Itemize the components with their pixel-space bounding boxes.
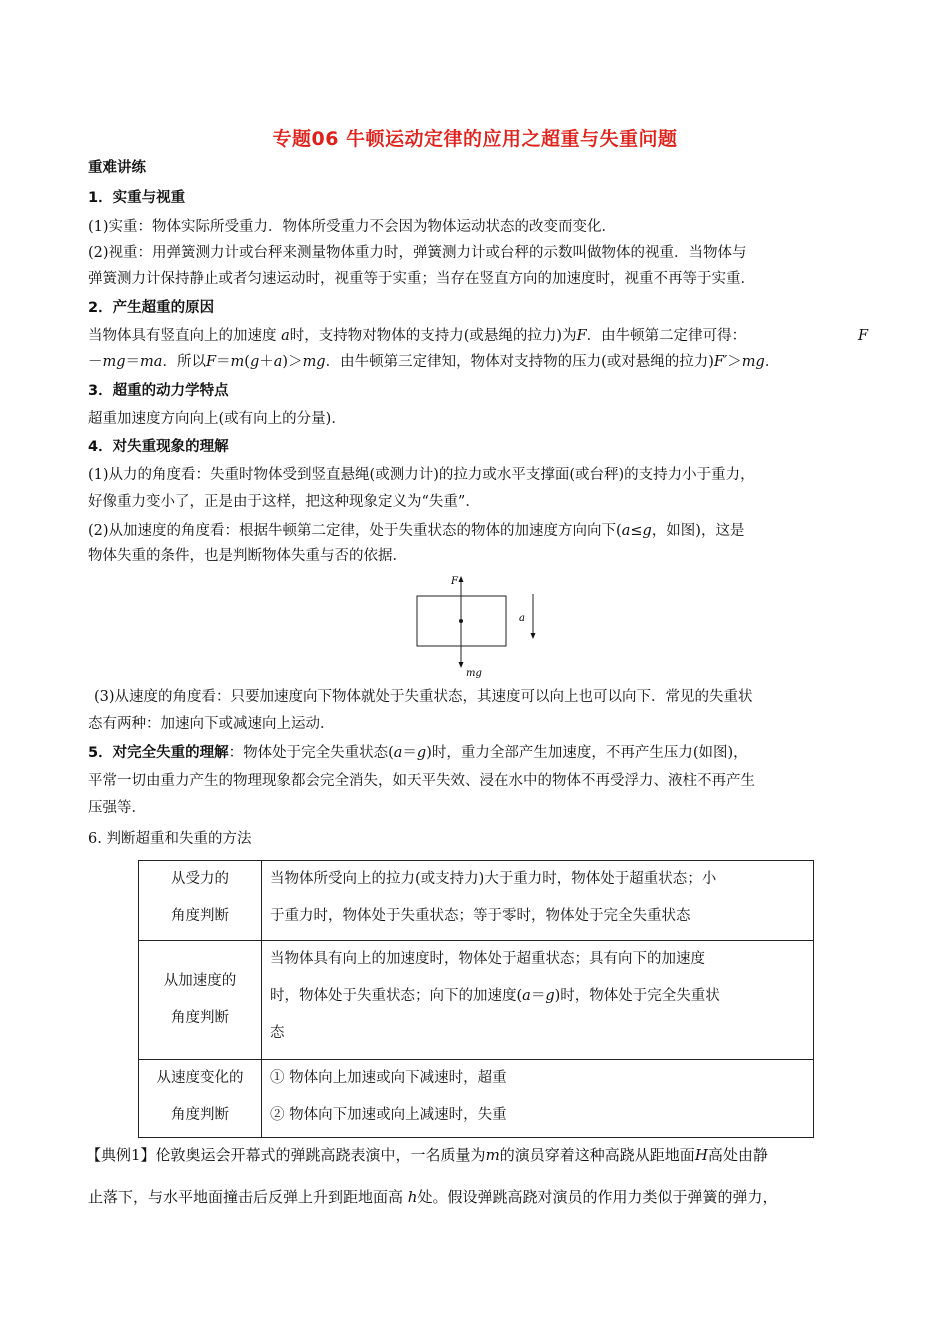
paragraph: 弹簧测力计保持静止或者匀速运动时，视重等于实重；当存在竖直方向的加速度时，视重不再等于实重． xyxy=(88,271,755,287)
paragraph: (2)视重：用弹簧测力计或台秤来测量物体重力时，弹簧测力计或台秤的示数叫做物体的视重．当物体与 xyxy=(88,245,747,261)
paragraph: (1)从力的角度看：失重时物体受到竖直悬绳(或测力计)的拉力或水平支撑面(或台秤)的支持力小于重力， xyxy=(88,467,755,483)
example-paragraph: 【典例1】伦敦奥运会开幕式的弹跳高跷表演中，一名质量为m的演员穿着这种高跷从距地面H高处由静 xyxy=(86,1146,768,1164)
force-diagram xyxy=(410,572,560,682)
paragraph: －mg＝ma．所以F＝m(g＋a)＞mg．由牛顿第三定律知，物体对支持物的压力(或对悬绳的拉力)F′＞mg． xyxy=(88,354,780,370)
arrowhead-accel xyxy=(531,633,536,639)
section-heading: 重难讲练 xyxy=(88,160,146,176)
comparison-table xyxy=(138,860,814,1138)
paragraph: 好像重力变小了，正是由于这样，把这种现象定义为“失重”． xyxy=(88,494,480,510)
table-cell: 当物体具有向上的加速度时，物体处于超重状态；具有向下的加速度 时，物体处于失重状态；向下的加速度(a＝g)时，物体处于完全失重状 态 xyxy=(262,941,814,1060)
example-paragraph: 止落下，与水平地面撞击后反弹上升到距地面高 h处。假设弹跳高跷对演员的作用力类似于弹簧的弹力， xyxy=(88,1188,778,1206)
arrowhead-down xyxy=(459,662,464,668)
page-title: 专题06 牛顿运动定律的应用之超重与失重问题 xyxy=(272,128,678,150)
paragraph: 压强等． xyxy=(88,800,146,816)
table-row xyxy=(139,861,814,941)
heading-1: 1．实重与视重 xyxy=(88,190,186,206)
heading-2: 2．产生超重的原因 xyxy=(88,300,215,316)
arrowhead-up xyxy=(459,576,464,582)
table-row xyxy=(139,941,814,1060)
paragraph: 5．对完全失重的理解：物体处于完全失重状态(a＝g)时，重力全部产生加速度，不再产生压力(如图)， xyxy=(88,745,748,761)
table-cell: ① 物体向上加速或向下减速时，超重 ② 物体向下加速或向上减速时，失重 xyxy=(262,1060,814,1138)
table-cell: 从加速度的 角度判断 xyxy=(139,941,262,1060)
label-mg: mg xyxy=(466,668,482,679)
heading-3: 3．超重的动力学特点 xyxy=(88,383,229,399)
heading-4: 4．对失重现象的理解 xyxy=(88,439,229,455)
heading-6: 6. 判断超重和失重的方法 xyxy=(88,831,252,847)
paragraph: 物体失重的条件，也是判断物体失重与否的依据． xyxy=(88,548,407,564)
label-a: a xyxy=(519,613,525,624)
paragraph: (3)从速度的角度看：只要加速度向下物体就处于失重状态，其速度可以向上也可以向下．常见的失重状 xyxy=(94,689,753,705)
heading-5: 5．对完全失重的理解 xyxy=(88,745,229,761)
example-label: 【典例1】 xyxy=(86,1146,156,1164)
table-cell: 当物体所受向上的拉力(或支持力)大于重力时，物体处于超重状态；小 于重力时，物体处于失重状态；等于零时，物体处于完全失重状态 xyxy=(262,861,814,941)
paragraph: 平常一切由重力产生的物理现象都会完全消失，如天平失效、浸在水中的物体不再受浮力、液柱不再产生 xyxy=(88,773,755,789)
paragraph: 当物体具有竖直向上的加速度 a时，支持物对物体的支持力(或悬绳的拉力)为F．由牛顿第二定律可得： F xyxy=(88,328,868,344)
paragraph: 态有两种：加速向下或减速向上运动． xyxy=(88,716,335,732)
table-row xyxy=(139,1060,814,1138)
paragraph: (2)从加速度的角度看：根据牛顿第二定律，处于失重状态的物体的加速度方向向下(a≤g，如图)，这是 xyxy=(88,523,745,539)
label-F: F xyxy=(451,576,458,587)
table-cell: 从速度变化的 角度判断 xyxy=(139,1060,262,1138)
paragraph: 超重加速度方向向上(或有向上的分量)． xyxy=(88,411,346,427)
table-cell: 从受力的 角度判断 xyxy=(139,861,262,941)
paragraph: (1)实重：物体实际所受重力．物体所受重力不会因为物体运动状态的改变而变化． xyxy=(88,219,617,235)
